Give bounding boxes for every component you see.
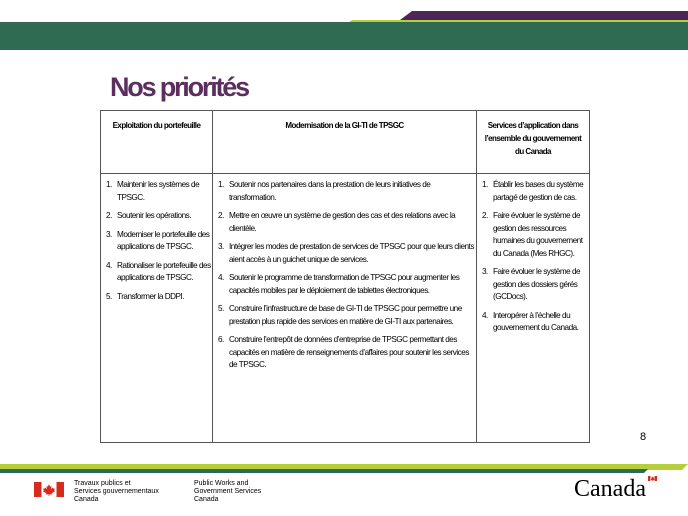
list-item-number: 2. [482, 211, 488, 220]
canada-flag-icon [34, 482, 64, 497]
signature-fr-line: Travaux publics et [74, 480, 131, 487]
list-item [215, 179, 476, 204]
list-item [103, 291, 212, 304]
list-item [215, 272, 476, 297]
bottom-green-band [0, 469, 688, 473]
list-item [103, 229, 212, 254]
list-item-number: 4. [482, 310, 488, 320]
signature-en-line: Government Services [194, 488, 262, 495]
column-portfolio [101, 174, 213, 443]
list-item-text: Interopérer à l’échelle du gouvernement du Canada. [493, 310, 579, 332]
list-item-text: Construire l’entrepôt de données d’entreprise de TPSGC permettant des capacités en matière de renseignements d’affaires pour soutenir les services de TPSGC. [229, 335, 469, 369]
page-number: 8 [640, 431, 647, 443]
list-item-text: Intégrer les modes de prestation de services de TPSGC pour que leurs clients aient accès à un guichet unique de services. [229, 242, 474, 264]
column-modernization [213, 174, 477, 443]
signature-fr-line: Canada [74, 496, 99, 503]
list-item-number: 1. [482, 180, 488, 189]
list-item-number: 6. [218, 335, 224, 344]
list-item-number: 2. [106, 211, 112, 220]
wordmark-text: Canada [574, 476, 646, 500]
list-item [103, 210, 212, 223]
list-item-text: Soutenir le programme de transformation de TPSGC pour augmenter les capacités mobiles par le déploiement de tablettes électroniques. [229, 273, 460, 295]
signature-fr-line: Services gouvernementaux [74, 488, 159, 495]
header-government-services: Services d’application dans l’ensemble du gouvernement du Canada [477, 111, 590, 174]
list-item [479, 310, 589, 335]
list-item-text: Mettre en œuvre un système de gestion des cas et des relations avec la clientèle. [229, 211, 456, 233]
list-item-text: Construire l’infrastructure de base de GI-TI de TPSGC pour permettre une prestation plus rapide des services en matière de GI-TI aux partenaires. [229, 304, 462, 326]
list-item [103, 260, 212, 285]
table-header-row [101, 111, 590, 174]
header-portfolio: Exploitation du portefeuille [101, 111, 213, 174]
slide-title: Nos priorités [110, 72, 248, 102]
list-item [215, 210, 476, 235]
list-item-number: 4. [106, 260, 112, 270]
list-item-text: Transformer la DDPI. [117, 291, 185, 301]
list-item-text: Rationaliser le portefeuille des applications de TPSGC. [117, 260, 211, 282]
header-modernization: Modernisation de la GI-TI de TPSGC [213, 111, 477, 174]
list-item-number: 4. [218, 273, 224, 282]
list-item [215, 303, 476, 328]
list-item-number: 3. [106, 229, 112, 239]
list-item-text: Soutenir les opérations. [117, 211, 192, 220]
list-item-number: 5. [106, 291, 112, 301]
list-item-number: 5. [218, 304, 224, 313]
list-item-text: Moderniser le portefeuille des applications de TPSGC. [117, 229, 210, 251]
list-item [479, 210, 589, 260]
table-body-row [101, 174, 590, 443]
column-government-services [477, 174, 590, 443]
list-item [215, 334, 476, 372]
list-item-text: Faire évoluer le système de gestion des dossiers gérés (GCDocs). [493, 267, 581, 301]
list-item-text: Soutenir nos partenaires dans la prestation de leurs initiatives de transformation. [229, 180, 431, 202]
list-item [479, 179, 589, 204]
top-purple-band [400, 11, 688, 20]
list-item-number: 3. [218, 242, 224, 251]
list-item-number: 1. [218, 180, 224, 189]
list-item-number: 2. [218, 211, 224, 220]
modernization-list [213, 179, 476, 372]
list-item-text: Maintenir les systèmes de TPSGC. [117, 180, 200, 202]
canada-wordmark-logo [574, 474, 658, 500]
list-item-number: 1. [106, 180, 112, 189]
portfolio-list [101, 179, 212, 303]
signature-french [74, 480, 184, 504]
top-green-band [0, 22, 688, 50]
government-services-list [477, 179, 589, 335]
list-item-text: Faire évoluer le système de gestion des ressources humaines du gouvernement du Canada (Mes RHGC). [493, 211, 583, 258]
list-item [479, 266, 589, 304]
list-item-text: Établir les bases du système partagé de gestion de cas. [493, 180, 584, 202]
signature-en-line: Canada [194, 496, 219, 503]
list-item-number: 3. [482, 267, 488, 276]
list-item [215, 241, 476, 266]
list-item [103, 179, 212, 204]
signature-en-line: Public Works and [194, 480, 249, 487]
signature-english [194, 480, 304, 504]
priorities-table [100, 110, 590, 443]
